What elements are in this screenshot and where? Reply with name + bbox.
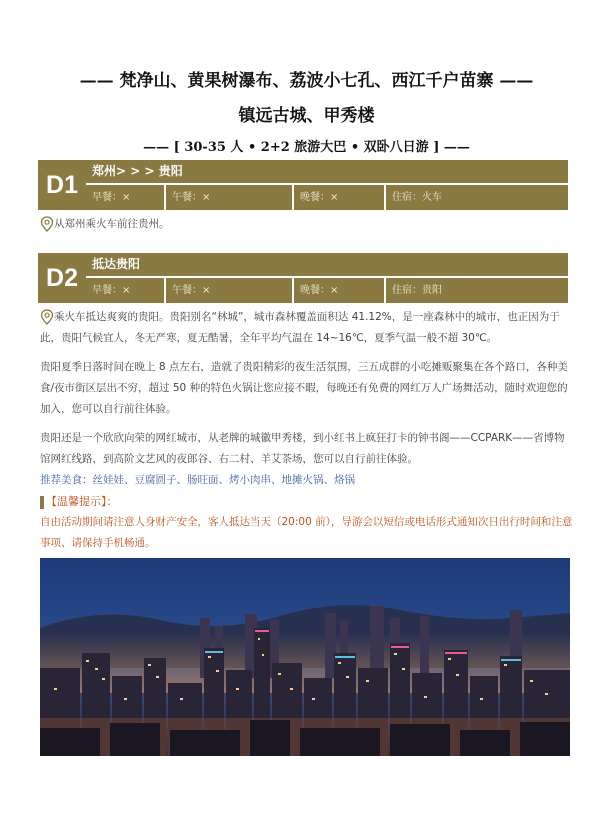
dinner-cell: 晚餐：× <box>294 185 386 210</box>
meal-row <box>86 183 568 210</box>
day-number: D1 <box>38 160 86 210</box>
day2-para1 <box>40 307 575 349</box>
city-night-photo <box>40 558 570 756</box>
breakfast-cell: 早餐：× <box>86 278 166 303</box>
day-heading: 郑州> > > 贵阳 <box>86 160 568 183</box>
day-number: D2 <box>38 253 86 303</box>
day2-para3: 贵阳还是一个欣欣向荣的网红城市，从老牌的城徽甲秀楼，到小红书上疯狂打卡的钟书阁——CCPARK——省博物馆网红线路，到高阶文艺风的夜郎谷、右二村、羊艾茶场，您可以自行前往体验。 <box>40 432 565 465</box>
lunch-cell: 午餐：× <box>166 278 294 303</box>
location-pin-icon <box>40 309 54 325</box>
day-heading: 抵达贵阳 <box>86 253 568 276</box>
lunch-cell: 午餐：× <box>166 185 294 210</box>
doc-title-line2: 镇远古城、甲秀楼 <box>238 106 375 126</box>
location-pin-icon <box>40 216 54 232</box>
doc-subtitle: —— [ 30-35 人 • 2+2 旅游大巴 • 双卧八日游 ] —— <box>143 140 470 155</box>
day1-header <box>38 160 568 210</box>
city-skyline-image <box>40 558 570 756</box>
breakfast-cell: 早餐：× <box>86 185 166 210</box>
intro-text: 乘火车抵达爽爽的贵阳。贵阳别名“林城”，城市森林覆盖面积达 41.12%，是一座森林中的城市，也正因为于此，贵阳气候宜人，冬无严寒，夏无酷暑，全年平均气温在 14~16℃，夏季气温一般不超 30℃。 <box>40 311 560 344</box>
day1-intro <box>40 214 575 235</box>
dinner-cell: 晚餐：× <box>294 278 386 303</box>
intro-text: 从郑州乘火车前往贵州。 <box>54 218 170 230</box>
day2-header <box>38 253 568 303</box>
food-recommendation: 推荐美食：丝娃娃、豆腐圆子、肠旺面、烤小肉串、地摊火锅、烙锅 <box>40 474 355 486</box>
tip-text: 自由活动期间请注意人身财产安全，客人抵达当天（20:00 前），导游会以短信或电话形式通知次日出行时间和注意事项、请保持手机畅通。 <box>40 516 573 549</box>
tip-heading: 【温馨提示】： <box>40 491 575 512</box>
day2-body <box>40 307 575 554</box>
stay-cell: 住宿：贵阳 <box>386 278 568 303</box>
doc-title-line1: —— 梵净山、黄果树瀑布、荔波小七孔、西江千户苗寨 —— <box>79 71 534 91</box>
day2-para2: 贵阳夏季日落时间在晚上 8 点左右，造就了贵阳精彩的夜生活氛围，三五成群的小吃摊贩聚集在各个路口，各种美食/夜市街区层出不穷，超过 50 种的特色火锅让您应接不暇，每晚还有免费的网红万人广场舞活动，随时欢迎您的加入，您可以自行前往体验。 <box>40 361 568 415</box>
tip-bar-icon <box>40 496 44 509</box>
stay-cell: 住宿：火车 <box>386 185 568 210</box>
meal-row <box>86 276 568 303</box>
